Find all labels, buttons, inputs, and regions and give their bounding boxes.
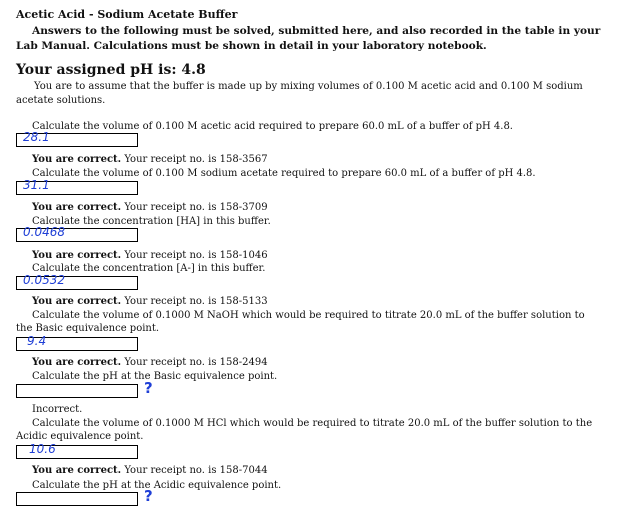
- question-3-prompt: Calculate the concentration [HA] in this buffer.: [32, 216, 271, 227]
- question-5-answer-field[interactable]: [16, 334, 138, 351]
- question-2-answer-field[interactable]: [16, 178, 138, 195]
- question-8-status-mark: ?: [144, 487, 153, 505]
- question-4-prompt: Calculate the concentration [A-] in this buffer.: [32, 263, 266, 274]
- question-4-answer-field[interactable]: [16, 273, 138, 290]
- question-8-prompt: Calculate the pH at the Acidic equivalence point.: [32, 480, 282, 491]
- question-1-answer-field[interactable]: [16, 130, 138, 147]
- question-4-receipt: Your receipt no. is 158-5133: [124, 296, 268, 307]
- question-3-feedback: [32, 250, 268, 261]
- question-2-feedback: [32, 202, 268, 213]
- question-7-answer-value: 10.6: [29, 442, 56, 456]
- question-2-receipt: Your receipt no. is 158-3709: [124, 202, 268, 213]
- question-5-prompt: Calculate the volume of 0.1000 M NaOH which would be required to titrate 20.0 mL of the buffer solution to the Basic equivalence point.: [16, 310, 585, 334]
- question-6-answer-field[interactable]: [16, 384, 138, 398]
- question-3-answer-value: 0.0468: [23, 225, 65, 239]
- question-7-answer-field[interactable]: [16, 442, 138, 459]
- question-4-feedback: [32, 296, 268, 307]
- question-7-feedback-status: You are correct.: [32, 465, 122, 476]
- question-3-answer-field[interactable]: [16, 225, 138, 242]
- question-4-feedback-status: You are correct.: [32, 296, 122, 307]
- assigned-ph-heading: Your assigned pH is: 4.8: [16, 62, 206, 78]
- question-1-prompt: Calculate the volume of 0.100 M acetic acid required to prepare 60.0 mL of a buffer of pH 4.8.: [32, 121, 513, 132]
- question-5-feedback-status: You are correct.: [32, 357, 122, 368]
- page-title: Acetic Acid - Sodium Acetate Buffer: [16, 8, 238, 21]
- question-1-feedback-status: You are correct.: [32, 154, 122, 165]
- question-1-feedback: [32, 154, 268, 165]
- question-6-feedback: Incorrect.: [32, 404, 83, 415]
- question-2-answer-value: 31.1: [23, 178, 50, 192]
- question-3-receipt: Your receipt no. is 158-1046: [124, 250, 268, 261]
- question-3-feedback-status: You are correct.: [32, 250, 122, 261]
- question-1-answer-value: 28.1: [23, 130, 50, 144]
- question-6-status-mark: ?: [144, 379, 153, 397]
- question-2-prompt: Calculate the volume of 0.100 M sodium acetate required to prepare 60.0 mL of a buffer of pH 4.8.: [32, 168, 536, 179]
- question-5-receipt: Your receipt no. is 158-2494: [124, 357, 268, 368]
- assumption-text: You are to assume that the buffer is made up by mixing volumes of 0.100 M acetic acid and 0.100 M sodium acetate solutions.: [16, 81, 583, 106]
- question-7-prompt: Calculate the volume of 0.1000 M HCl which would be required to titrate 20.0 mL of the buffer solution to the Acidic equivalence point.: [16, 418, 593, 442]
- question-8-answer-field[interactable]: [16, 492, 138, 506]
- question-2-feedback-status: You are correct.: [32, 202, 122, 213]
- question-7-feedback: [32, 465, 268, 476]
- question-1-receipt: Your receipt no. is 158-3567: [124, 154, 268, 165]
- question-7-receipt: Your receipt no. is 158-7044: [124, 465, 268, 476]
- question-5-feedback: [32, 357, 268, 368]
- instructions-text: Answers to the following must be solved, submitted here, and also recorded in the table in your Lab Manual. Calculations must be shown in detail in your laboratory notebook.: [16, 25, 601, 52]
- question-5-answer-value: 9.4: [27, 334, 47, 348]
- question-4-answer-value: 0.0532: [23, 273, 65, 287]
- question-6-prompt: Calculate the pH at the Basic equivalence point.: [32, 371, 278, 382]
